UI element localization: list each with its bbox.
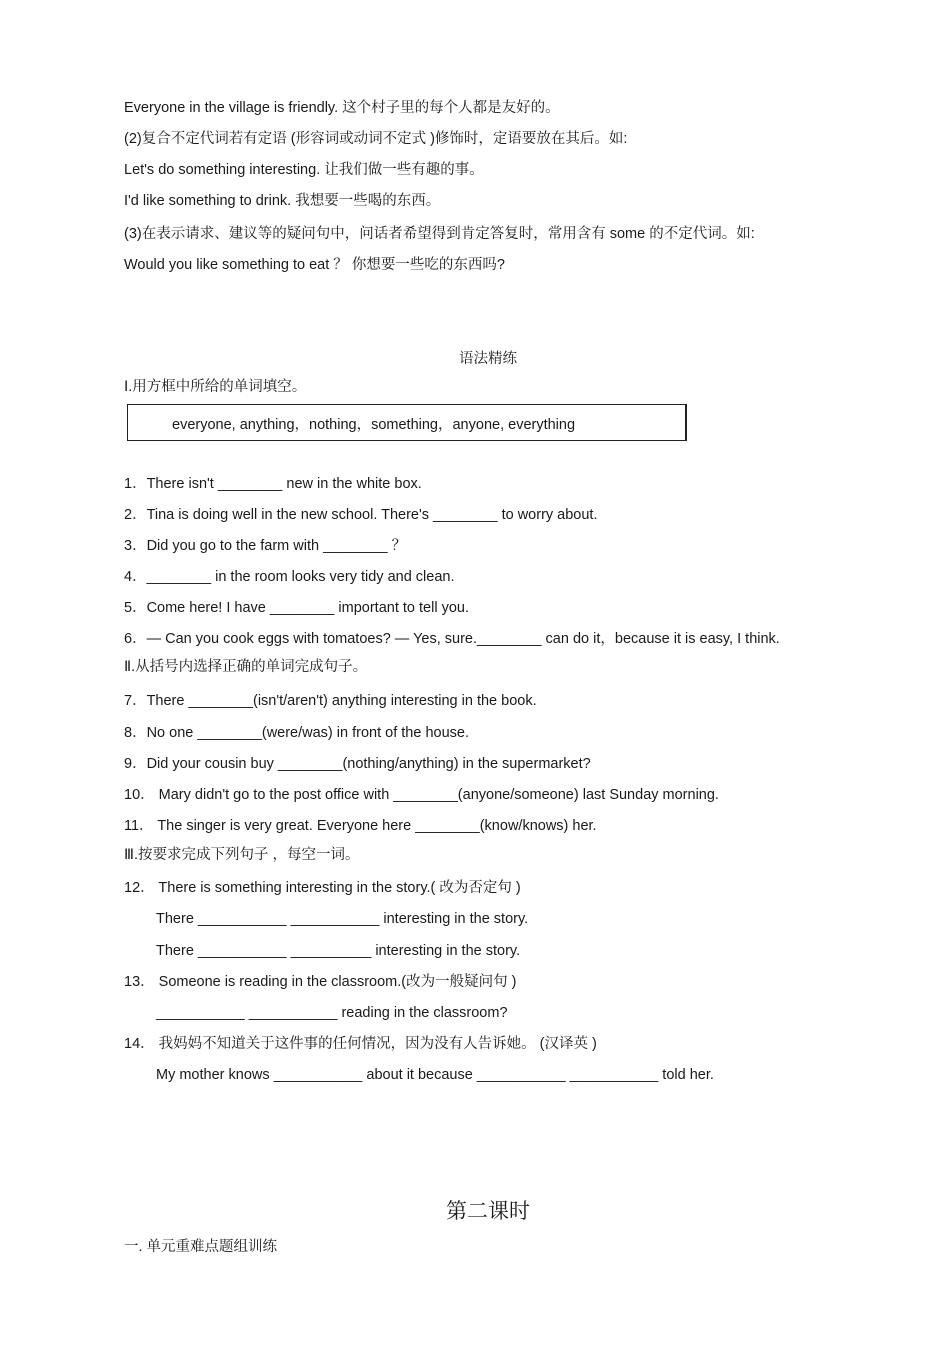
intro-line-3: Let's do something interesting. 让我们做一些有趣的事。 (124, 162, 484, 178)
question-3: 3．Did you go to the farm with ________ ？ (124, 538, 407, 554)
question-10: 10． Mary didn't go to the post office with ________(anyone/someone) last Sunday morning. (124, 787, 719, 803)
question-11: 11． The singer is very great. Everyone here ________(know/knows) her. (124, 818, 597, 834)
question-14-answer: My mother knows ___________ about it because ___________ ___________ told her. (156, 1067, 714, 1083)
intro-line-4: I'd like something to drink. 我想要一些喝的东西。 (124, 193, 441, 209)
question-1: 1．There isn't ________ new in the white box. (124, 476, 422, 492)
question-9: 9．Did your cousin buy ________(nothing/anything) in the supermarket? (124, 756, 591, 772)
intro-line-2: (2)复合不定代词若有定语 (形容词或动词不定式 )修饰时，定语要放在其后。如: (124, 131, 628, 147)
question-6: 6．— Can you cook eggs with tomatoes? — Yes, sure.________ can do it，because it is easy, I think. (124, 631, 780, 647)
lesson-title: 第二课时 (446, 1199, 530, 1223)
question-8: 8．No one ________(were/was) in front of the house. (124, 725, 469, 741)
question-14: 14． 我妈妈不知道关于这件事的任何情况，因为没有人告诉她。 (汉译英 ) (124, 1036, 597, 1052)
lesson-subheading: 一. 单元重难点题组训练 (124, 1239, 278, 1255)
question-5: 5．Come here! I have ________ important to tell you. (124, 600, 469, 616)
question-12-answer-b: There ___________ __________ interesting in the story. (156, 943, 521, 959)
question-2: 2．Tina is doing well in the new school. There's ________ to worry about. (124, 507, 598, 523)
question-12: 12． There is something interesting in the story.( 改为否定句 ) (124, 880, 521, 896)
part3-heading: Ⅲ.按要求完成下列句子 ，每空一词。 (124, 847, 360, 863)
question-4: 4．________ in the room looks very tidy and clean. (124, 569, 455, 585)
word-box (127, 404, 687, 441)
question-13-answer: ___________ ___________ reading in the classroom? (156, 1005, 508, 1021)
part1-heading: Ⅰ.用方框中所给的单词填空。 (124, 379, 307, 395)
question-12-answer-a: There ___________ ___________ interesting in the story. (156, 911, 529, 927)
intro-line-6: Would you like something to eat ？ 你想要一些吃的东西吗? (124, 257, 505, 273)
word-box-text: everyone, anything，nothing，something，anyone, everything (172, 417, 576, 433)
question-7: 7．There ________(isn't/aren't) anything interesting in the book. (124, 693, 537, 709)
question-13: 13． Someone is reading in the classroom.(改为一般疑问句 ) (124, 974, 517, 990)
intro-line-1: Everyone in the village is friendly. 这个村子里的每个人都是友好的。 (124, 100, 560, 116)
section-title: 语法精练 (459, 351, 517, 367)
intro-line-5: (3)在表示请求、建议等的疑问句中，问话者希望得到肯定答复时，常用含有 some 的不定代词。如: (124, 226, 755, 242)
part2-heading: Ⅱ.从括号内选择正确的单词完成句子。 (124, 659, 368, 675)
